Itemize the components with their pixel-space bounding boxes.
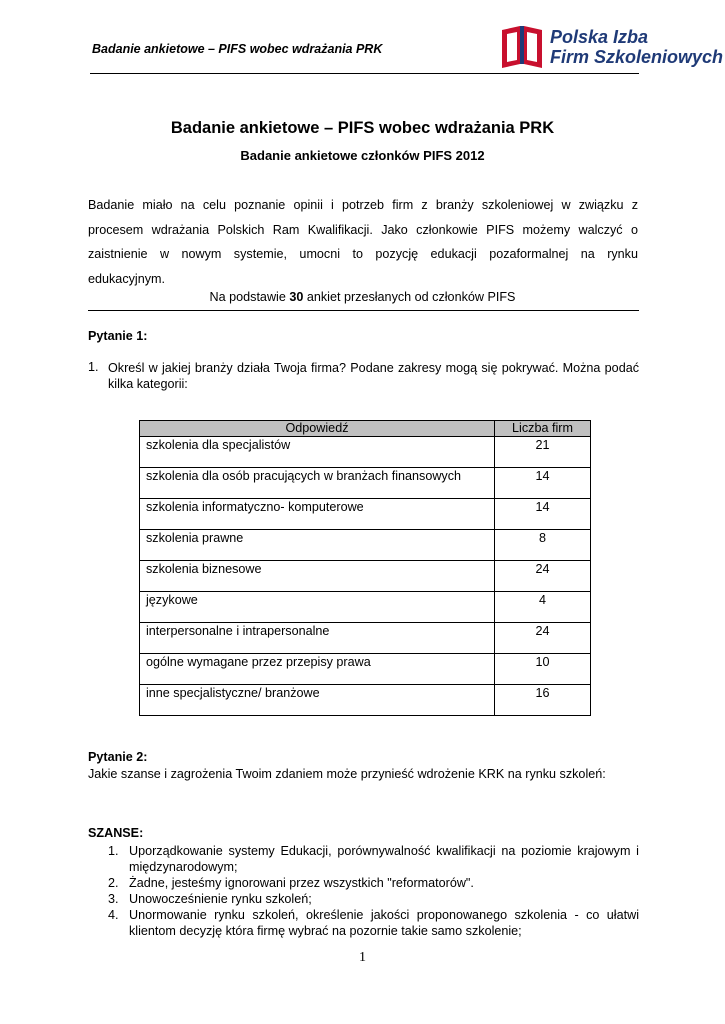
note-suffix: ankiet przesłanych od członków PIFS [303,290,516,304]
table-row [140,654,591,685]
count-cell: 8 [495,530,591,561]
intro-line: zaistnienie w nowym systemie, umocni to pozycję edukacji pozaformalnej na rynku [88,247,638,261]
running-header-title: Badanie ankietowe – PIFS wobec wdrażania PRK [92,42,383,56]
survey-count: 30 [289,290,304,304]
section-divider [88,310,639,311]
industry-table [139,420,591,716]
list-item [88,907,639,939]
table-header-row [140,421,591,437]
column-header-count: Liczba firm [495,421,591,437]
answer-cell: szkolenia informatyczno- komputerowe [140,499,495,530]
page-subtitle: Badanie ankietowe członków PIFS 2012 [240,148,485,163]
table-row [140,561,591,592]
table-row [140,530,591,561]
intro-line: edukacyjnym. [88,271,165,286]
page-number: 1 [359,950,366,965]
question-1-number: 1. [88,360,99,374]
logo-line-1: Polska Izba [550,27,649,47]
book-logo-icon [498,24,546,70]
logo-wordmark [550,27,723,67]
count-cell: 14 [495,468,591,499]
question-2-text: Jakie szanse i zagrożenia Twoim zdaniem może przynieść wdrożenie KRK na rynku szkoleń: [88,767,606,781]
item-text: Żadne, jesteśmy ignorowani przez wszystkich "reformatorów". [129,876,474,890]
item-text: Uporządkowanie systemy Edukacji, porównywalność kwalifikacji na poziomie krajowym i międzynarodowym; [129,844,639,874]
count-cell: 24 [495,623,591,654]
note-prefix: Na podstawie [209,290,290,304]
question-1-label: Pytanie 1: [88,329,148,343]
count-cell: 10 [495,654,591,685]
count-cell: 14 [495,499,591,530]
answer-cell: szkolenia prawne [140,530,495,561]
list-item [88,843,639,875]
question-1-text: Określ w jakiej branży działa Twoja firma? Podane zakresy mogą się pokrywać. Można podać kilka kategorii: [108,361,639,391]
item-number: 4. [108,908,119,922]
count-cell: 21 [495,437,591,468]
item-number: 1. [108,844,119,858]
logo-line-2: Firm Szkoleniowych [550,47,724,67]
answer-cell: interpersonalne i intrapersonalne [140,623,495,654]
table-row [140,592,591,623]
item-text: Unormowanie rynku szkoleń, określenie jakości proponowanego szkolenia - co ułatwi klientom decyzję która firmę wybrać na pozornie takie samo szkolenie; [129,908,639,938]
intro-line: procesem wdrażania Polskich Ram Kwalifikacji. Jako członkowie PIFS możemy walczyć o [88,222,638,237]
answer-cell: szkolenia dla specjalistów [140,437,495,468]
opportunities-heading: SZANSE: [88,826,144,840]
count-cell: 24 [495,561,591,592]
question-2-label: Pytanie 2: [88,750,148,764]
item-number: 3. [108,892,119,906]
page-title: Badanie ankietowe – PIFS wobec wdrażania PRK [170,119,555,137]
opportunities-list [88,843,639,939]
count-cell: 16 [495,685,591,716]
item-text: Unowocześnienie rynku szkoleń; [129,892,312,906]
intro-paragraph [88,193,638,291]
survey-count-note [0,290,725,304]
answer-cell: szkolenia dla osób pracujących w branżach finansowych [140,468,495,499]
table-row [140,468,591,499]
header-divider [90,73,639,74]
answer-cell: językowe [140,592,495,623]
pifs-logo [498,24,724,72]
answer-cell: szkolenia biznesowe [140,561,495,592]
column-header-answer: Odpowiedź [140,421,495,437]
list-item [88,875,639,891]
table-row [140,499,591,530]
table-row [140,437,591,468]
table-row [140,623,591,654]
count-cell: 4 [495,592,591,623]
intro-line: Badanie miało na celu poznanie opinii i potrzeb firm z branży szkoleniowej w związku z [88,198,638,212]
answer-cell: inne specjalistyczne/ branżowe [140,685,495,716]
item-number: 2. [108,876,119,890]
table-row [140,685,591,716]
answer-cell: ogólne wymagane przez przepisy prawa [140,654,495,685]
list-item [88,891,639,907]
